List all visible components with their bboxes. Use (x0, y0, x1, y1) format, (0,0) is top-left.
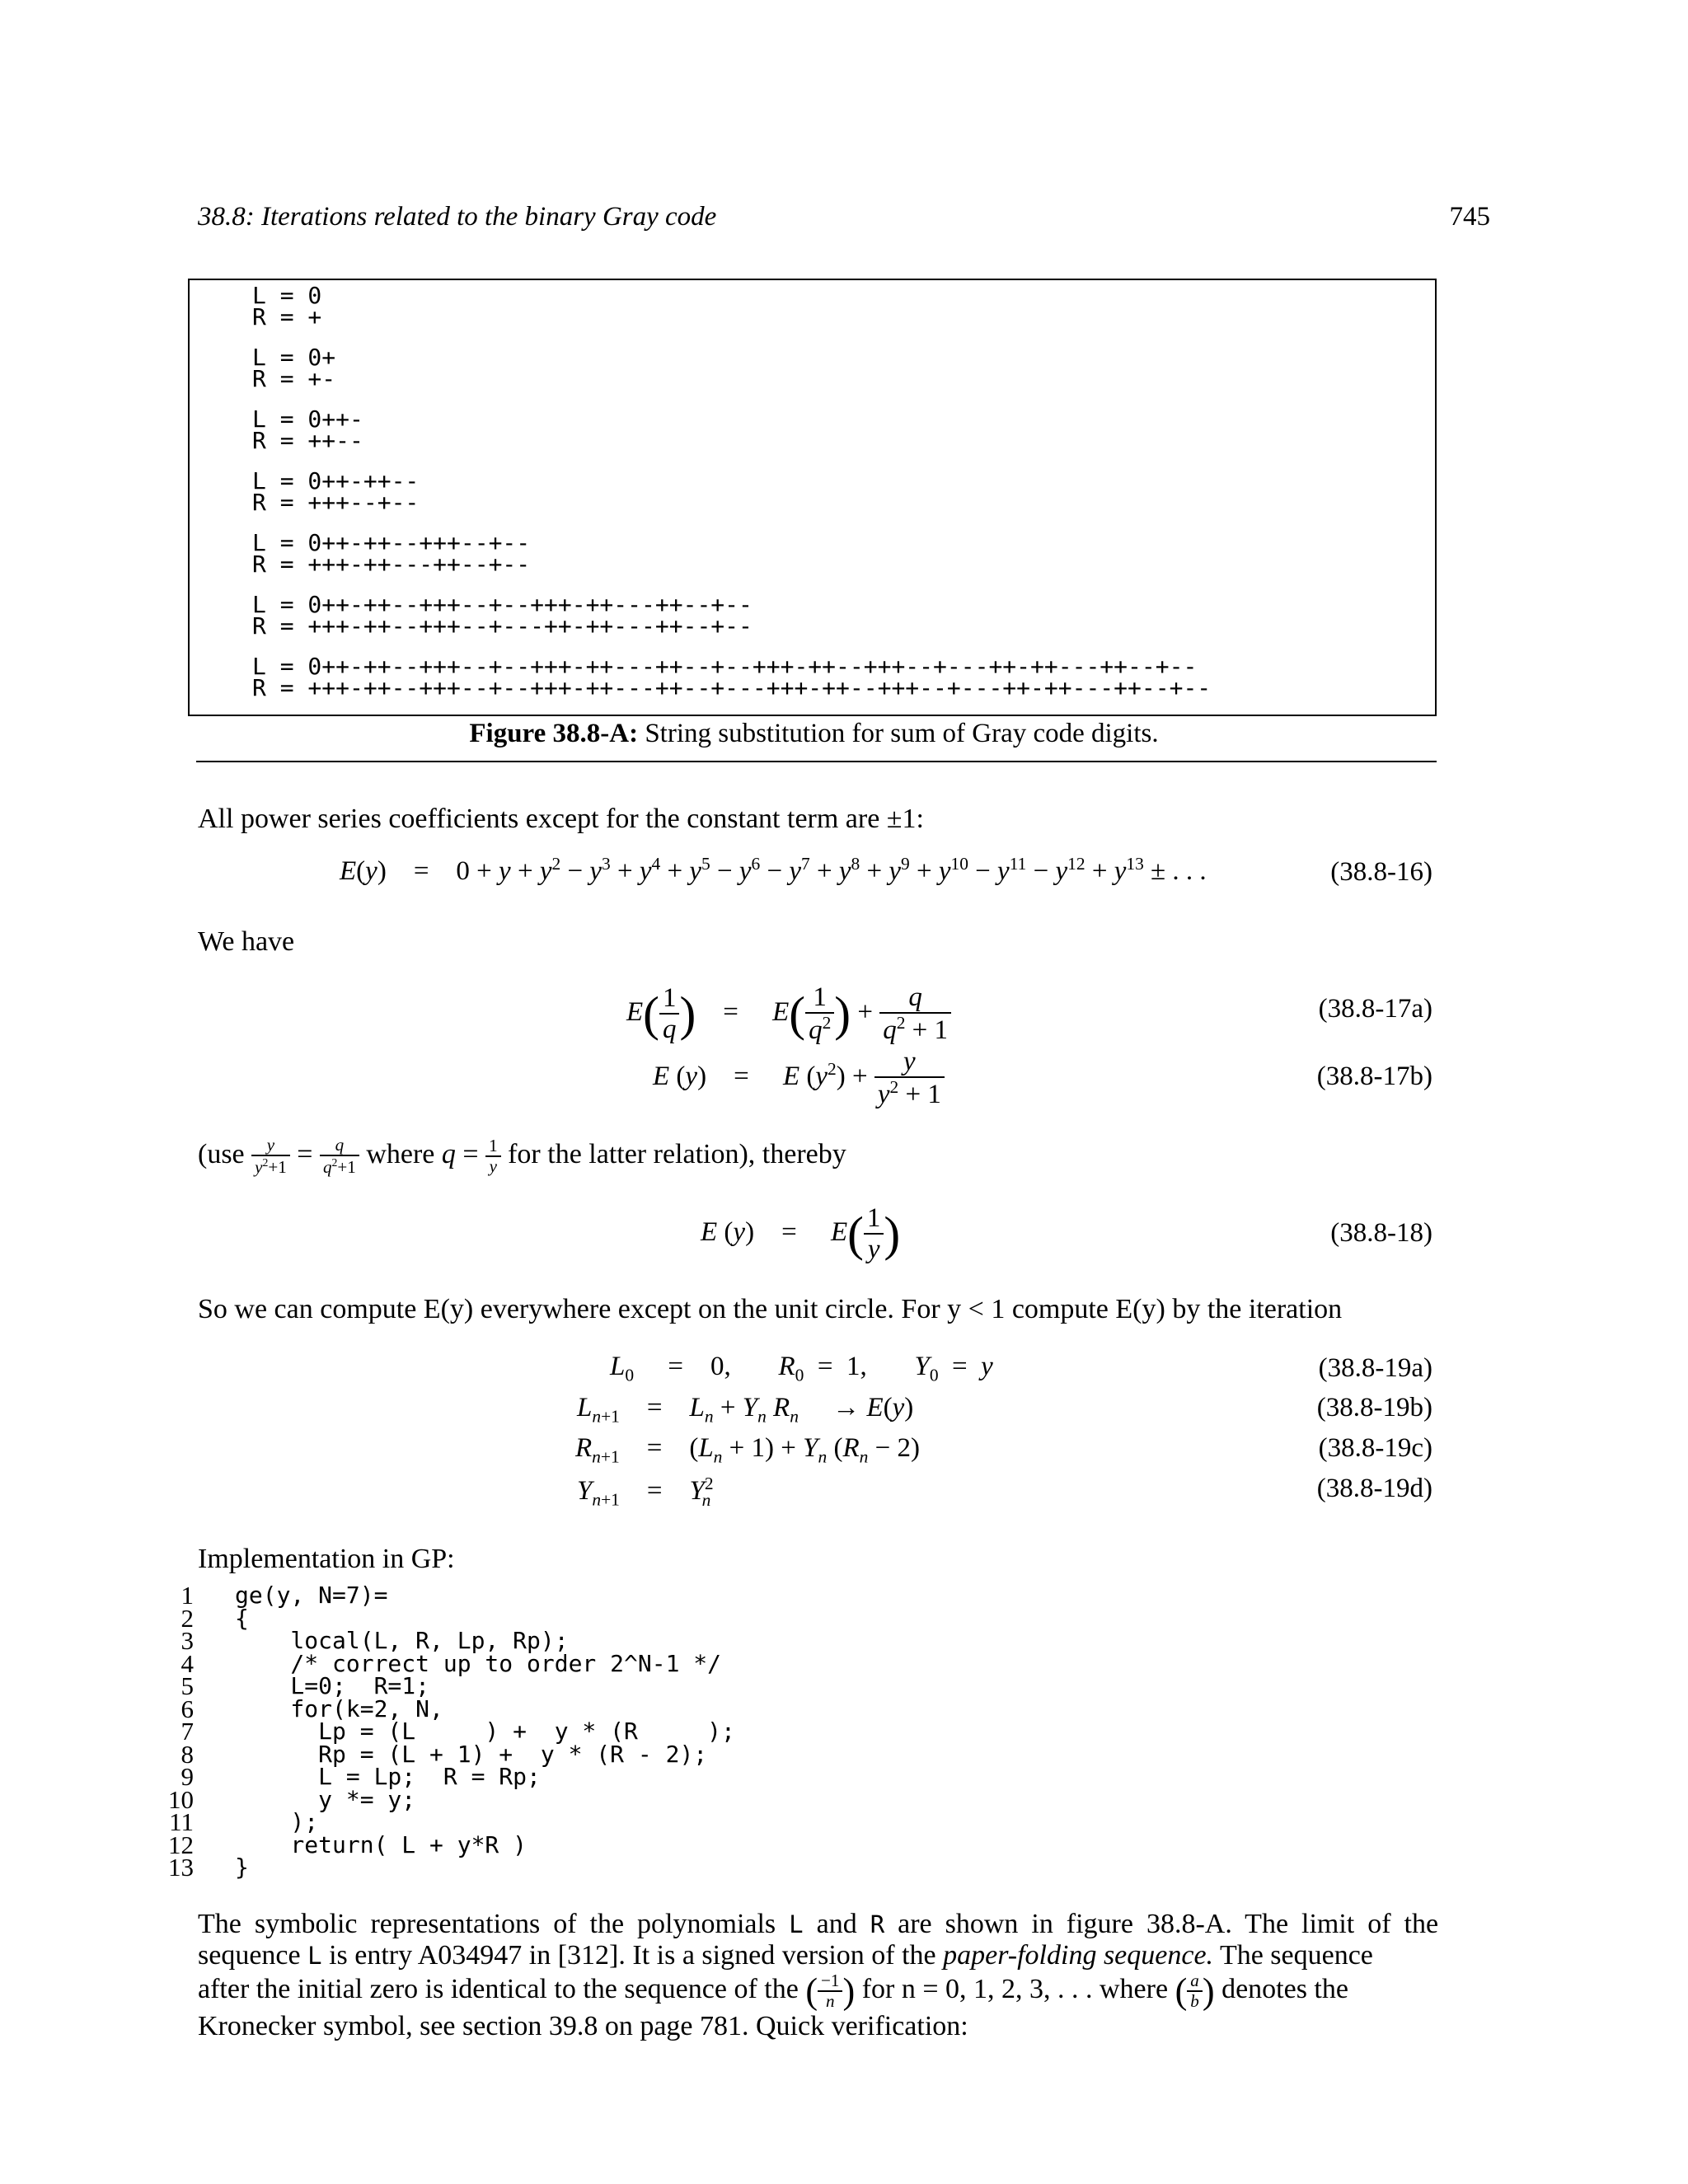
figure-line: L = 0++-++--+++--+-- (252, 529, 531, 556)
figure-line: L = 0 (252, 282, 322, 309)
equation-38-8-19d: $Y_{n+1}$ = $Y^2_n$ (577, 1474, 714, 1510)
code-line: /* correct up to order 2^N-1 */ (235, 1649, 722, 1677)
equation-38-8-16: E(y) = $0 + y + y^2 - y^3 + y^4 + y^5 - y^6 - y^7 + y^8 + y^9 + y^{10} - y^{11} - y^{12} + y^{13}$ ± . . . (340, 854, 1207, 886)
figure-line: L = 0++-++--+++--+--+++-++---++--+--+++-++--+++--+---++-++---++--+-- (252, 653, 1198, 680)
figure-line: R = +++--+-- (252, 489, 420, 516)
line-number: 5 (181, 1671, 194, 1700)
code-line: } (235, 1854, 249, 1881)
line-number: 9 (181, 1762, 194, 1791)
equation-38-8-17b: E (y) = E $(y^2)$ + $\frac{y}{y^2 + 1}$ (653, 1047, 945, 1110)
line-number: 8 (181, 1739, 194, 1769)
line-number: 10 (168, 1784, 194, 1814)
caption-text: String substitution for sum of Gray code digits. (645, 719, 1159, 748)
figure-line: L = 0++- (252, 405, 363, 433)
equation-number: (38.8-17b) (1316, 1062, 1432, 1091)
code-line: y *= y; (235, 1785, 416, 1813)
equation-number: (38.8-19c) (1318, 1433, 1432, 1463)
caption-label: Figure 38.8-A: (469, 719, 639, 748)
line-number: 6 (181, 1694, 194, 1723)
line-number: 13 (168, 1853, 194, 1882)
code-line: return( L + y*R ) (235, 1830, 528, 1858)
page-number: 745 (1449, 202, 1490, 232)
figure-line: L = 0++-++-- (252, 467, 420, 494)
line-number: 1 (181, 1581, 194, 1610)
equation-38-8-18: E (y) = E( $\frac{1}{y}$ ) (701, 1203, 901, 1265)
paragraph: So we can compute E(y) everywhere except on the unit circle. For y < 1 compute E(y) by the iteration (198, 1294, 1343, 1324)
equation-number: (38.8-16) (1330, 857, 1432, 887)
code-line: Lp = (L ) + y * (R ); (235, 1718, 735, 1745)
figure-line: R = +++-++---++--+-- (252, 551, 531, 578)
equation-number: (38.8-19b) (1316, 1393, 1432, 1422)
running-header (198, 202, 1490, 243)
figure-line: R = +- (252, 365, 336, 392)
figure-caption (188, 719, 1440, 749)
code-line: L = Lp; R = Rp; (235, 1763, 541, 1790)
code-listing (235, 1584, 735, 1879)
line-number: 11 (169, 1807, 194, 1836)
line-number: 12 (168, 1830, 194, 1859)
equation-number: (38.8-19a) (1318, 1353, 1432, 1383)
paragraph-use: (use $\frac{y}{y^2+1}$ = $\frac{q}{q^2+1}$ where q = $\frac{1}{y}$ for the latter relation), thereby (198, 1135, 846, 1178)
equation-number: (38.8-18) (1330, 1218, 1432, 1248)
equation-number: (38.8-19d) (1316, 1474, 1432, 1503)
paragraph: Implementation in GP: (198, 1544, 455, 1574)
code-line: local(L, R, Lp, Rp); (235, 1627, 569, 1654)
line-number: 7 (181, 1717, 194, 1746)
equation-38-8-19b: $L_{n+1}$ = $L_n + Y_n$ $R_n$ → E(y) (577, 1393, 914, 1427)
code-line-numbers (161, 1581, 194, 1882)
section-title: 38.8: Iterations related to the binary Gray code (198, 202, 717, 232)
code-line: { (235, 1604, 249, 1632)
figure-38-8-a (188, 279, 1437, 716)
paragraph: We have (198, 926, 295, 957)
figure-line: R = ++-- (252, 427, 363, 454)
line-number: 3 (181, 1626, 194, 1655)
equation-38-8-19c: $R_{n+1}$ = $(L_n + 1) + Y_n$ $(R_n - 2)$ (575, 1433, 920, 1467)
caption-rule (196, 761, 1437, 762)
final-paragraph: The symbolic representations of the polynomials L and R are shown in figure 38.8-A. The limit of the sequence L is entry A034947 in [312]. It is a signed version of the paper-folding sequence. The sequence after the initial zero is identical to the sequence of the ( $\frac{-1}{n}$ ) for n = 0, 1, 2, 3, . . . where ( $\frac{a}{b}$ ) denotes the Kronecker symbol, see section 39.8 on page 781. Quick verification: (198, 1909, 1439, 2042)
line-number: 2 (181, 1603, 194, 1633)
figure-line: R = + (252, 303, 322, 330)
equation-38-8-19a: $L_0$ = 0, $R_0 = 1$, $Y_0 = y$ (610, 1352, 993, 1385)
code-line: ); (235, 1808, 319, 1835)
figure-line: R = +++-++--+++--+--+++-++---++--+---+++-++--+++--+---++-++---++--+-- (252, 674, 1212, 701)
paragraph: All power series coefficients except for the constant term are ±1: (198, 804, 924, 834)
figure-line: L = 0+ (252, 344, 336, 371)
code-line: ge(y, N=7)= (235, 1582, 388, 1609)
code-line: L=0; R=1; (235, 1672, 430, 1699)
figure-line: R = +++-++--+++--+---++-++---++--+-- (252, 612, 753, 640)
equation-number: (38.8-17a) (1318, 994, 1432, 1024)
equation-38-8-17a: E( $\frac{1}{q}$ ) = E( $\frac{1}{q^2}$ ) + $\frac{q}{q^2 + 1}$ (626, 982, 951, 1046)
figure-line: L = 0++-++--+++--+--+++-++---++--+-- (252, 591, 753, 618)
line-number: 4 (181, 1648, 194, 1678)
code-line: Rp = (L + 1) + y * (R - 2); (235, 1740, 708, 1768)
code-line: for(k=2, N, (235, 1694, 443, 1722)
